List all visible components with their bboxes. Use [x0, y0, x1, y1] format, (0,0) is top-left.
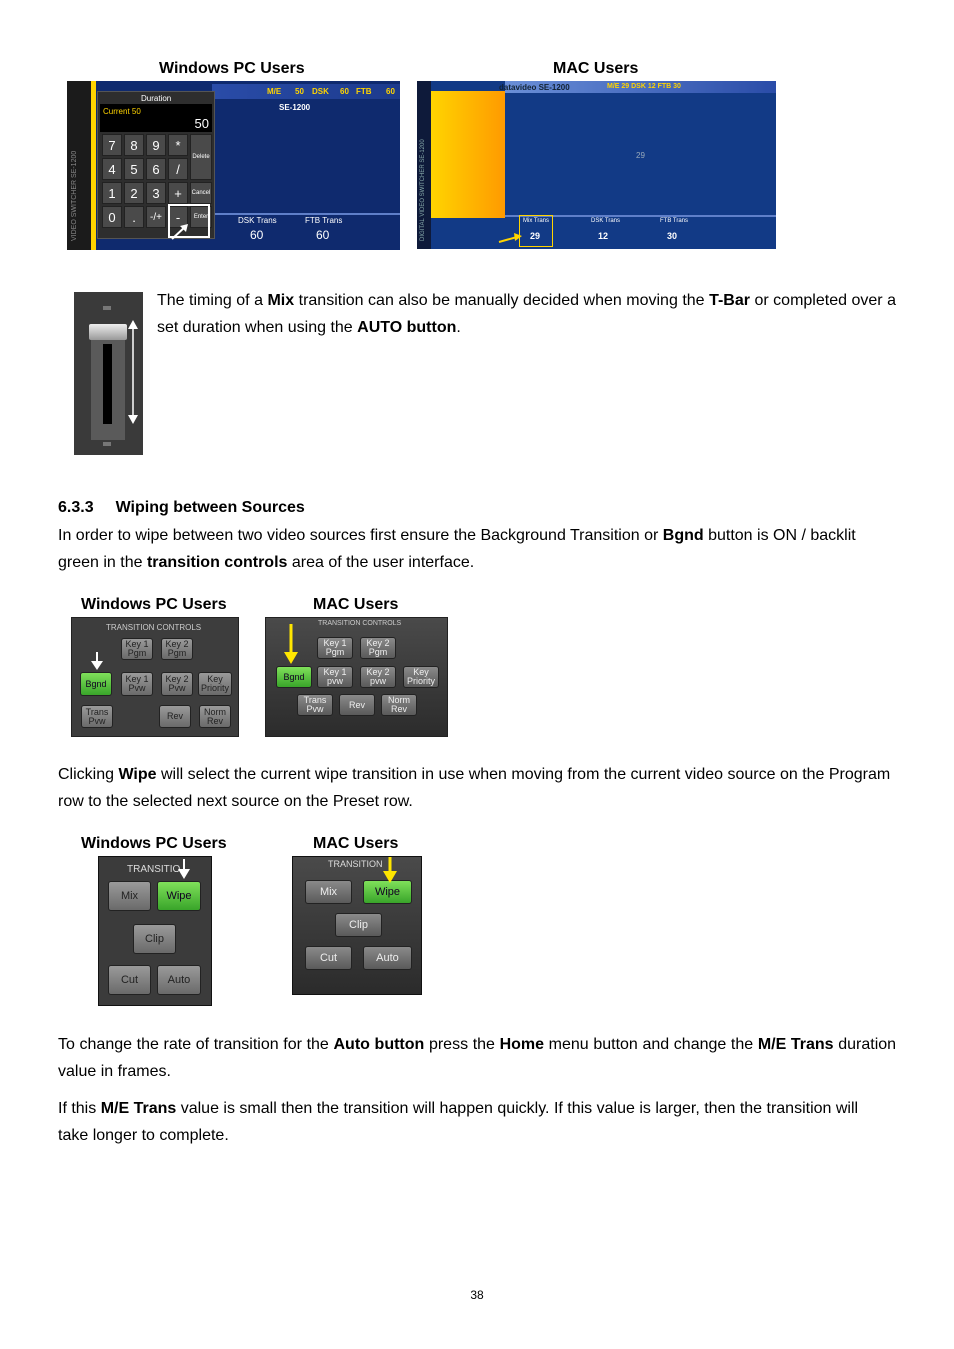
side-text: VIDEO SWITCHER SE-1200: [71, 150, 78, 241]
t-bar-image: [74, 292, 143, 455]
ftb-label: FTB: [356, 87, 372, 96]
me-label: M/E: [267, 87, 282, 96]
key2-pgm-button[interactable]: Key 2 Pgm: [161, 638, 193, 660]
duration-display: [100, 104, 212, 132]
ftb-trans-label: FTB Trans: [305, 216, 343, 225]
down-arrow-icon: [90, 652, 104, 670]
key-sign[interactable]: -/+: [146, 206, 166, 228]
cut-button[interactable]: Cut: [108, 965, 151, 995]
side-text: DIGITAL VIDEO SWITCHER SE-1200: [420, 139, 426, 241]
key-6[interactable]: 6: [146, 158, 166, 180]
t-bar-slot: [103, 344, 112, 424]
mix-trans-value: 29: [530, 231, 541, 241]
norm-rev-button[interactable]: Norm Rev: [199, 705, 231, 728]
yellow-stripe: [91, 81, 96, 250]
windows-duration-screenshot: [67, 81, 400, 250]
mac-users-label: MAC Users: [313, 596, 399, 613]
section-number: 6.3.3: [58, 499, 94, 516]
dsk-value: 60: [340, 87, 349, 96]
key1-pvw-button[interactable]: Key 1 Pvw: [121, 672, 153, 696]
down-arrow-icon: [177, 859, 191, 879]
dsk-trans-value: 60: [250, 228, 264, 242]
section-title: Wiping between Sources: [115, 499, 305, 516]
key1-pgm-button[interactable]: Key 1 Pgm: [121, 638, 153, 660]
key-5[interactable]: 5: [124, 158, 144, 180]
key1-pgm-button[interactable]: Key 1 Pgm: [317, 637, 353, 659]
mac-duration-screenshot: [417, 81, 776, 249]
dsk-trans-label: DSK Trans: [238, 216, 277, 225]
trans-pvw-button[interactable]: Trans Pvw: [81, 705, 113, 728]
double-arrow-icon: [127, 320, 139, 424]
key2-pvw-button[interactable]: Key 2 pvw: [360, 666, 396, 688]
key2-pgm-button[interactable]: Key 2 Pgm: [360, 637, 396, 659]
top-status-text: M/E 29 DSK 12 FTB 30: [607, 83, 681, 90]
bgnd-button[interactable]: Bgnd: [80, 672, 112, 696]
cut-button[interactable]: Cut: [305, 946, 352, 970]
mac-users-label: MAC Users: [553, 60, 639, 77]
pointer-arrow-icon: [170, 223, 190, 241]
wipe-button[interactable]: Wipe: [157, 881, 201, 911]
dsk-label: DSK: [312, 87, 329, 96]
key-dot[interactable]: .: [124, 206, 144, 228]
key-7[interactable]: 7: [102, 134, 122, 156]
center-value: 29: [636, 151, 645, 160]
wipe-button[interactable]: Wipe: [363, 880, 412, 904]
key-plus[interactable]: +: [168, 182, 188, 204]
windows-pc-users-label: Windows PC Users: [159, 60, 305, 77]
entered-value: 50: [194, 116, 209, 131]
cancel-key[interactable]: Cancel: [190, 182, 212, 204]
model-label: SE-1200: [279, 103, 311, 112]
panel-title: TRANSITION: [328, 859, 383, 869]
key-0[interactable]: 0: [102, 206, 122, 228]
t-bar-paragraph: The timing of a Mix transition can also be manually decided when moving the T-Bar or completed over a set duration when using the AUTO button.: [157, 292, 897, 336]
key-divide[interactable]: /: [168, 158, 188, 180]
brand-label: datavideo SE-1200: [499, 83, 570, 92]
enter-key[interactable]: Enter: [190, 206, 212, 228]
duration-title: Duration: [141, 94, 172, 103]
me-value: 50: [295, 87, 304, 96]
trans-pvw-button[interactable]: Trans Pvw: [297, 694, 333, 716]
dsk-trans-value: 12: [598, 231, 609, 241]
dsk-trans-label: DSK Trans: [591, 218, 621, 224]
bgnd-button[interactable]: Bgnd: [276, 666, 312, 688]
highlight-box: [519, 215, 553, 247]
panel-title: TRANSITION CONTROLS: [106, 623, 202, 632]
key-9[interactable]: 9: [146, 134, 166, 156]
final-paragraph: If this M/E Trans value is small then the transition will happen quickly. If this value is larger, then the transition will take longer to complete.: [58, 1100, 859, 1144]
auto-button[interactable]: Auto: [363, 946, 412, 970]
mix-button[interactable]: Mix: [108, 881, 151, 911]
down-arrow-icon: [284, 624, 298, 664]
key1-pvw-button[interactable]: Key 1 pvw: [317, 666, 353, 688]
mix-trans-label: Mix Trans: [523, 218, 550, 224]
ftb-trans-label: FTB Trans: [660, 218, 689, 224]
current-value-label: Current 50: [103, 107, 141, 116]
key-multiply[interactable]: *: [168, 134, 188, 156]
page-number: 38: [470, 1288, 484, 1302]
norm-rev-button[interactable]: Norm Rev: [381, 694, 417, 716]
ftb-trans-value: 30: [667, 231, 678, 241]
mac-users-label: MAC Users: [313, 835, 399, 852]
key-priority-button[interactable]: Key Priority: [198, 672, 232, 696]
clip-button[interactable]: Clip: [133, 924, 176, 954]
windows-pc-users-label: Windows PC Users: [81, 596, 227, 613]
key-3[interactable]: 3: [146, 182, 166, 204]
clip-button[interactable]: Clip: [335, 913, 382, 937]
section-heading: [58, 499, 305, 517]
panel-title: TRANSITION CONTROLS: [318, 620, 402, 627]
key-8[interactable]: 8: [124, 134, 144, 156]
t-bar-handle[interactable]: [89, 324, 127, 340]
windows-transition-panel: [98, 856, 212, 1006]
key-minus[interactable]: -: [168, 206, 188, 228]
key-1[interactable]: 1: [102, 182, 122, 204]
key-2[interactable]: 2: [124, 182, 144, 204]
windows-pc-users-label: Windows PC Users: [81, 835, 227, 852]
pointer-arrow-icon: [497, 231, 523, 245]
key-4[interactable]: 4: [102, 158, 122, 180]
mac-transition-controls: [265, 617, 448, 737]
windows-transition-controls: [71, 617, 239, 737]
mac-transition-panel: [292, 856, 422, 995]
panel-title: TRANSITIO: [127, 864, 181, 875]
top-status-bar: [212, 84, 400, 99]
down-arrow-icon: [383, 857, 397, 883]
rev-button[interactable]: Rev: [339, 694, 375, 716]
auto-button[interactable]: Auto: [157, 965, 201, 995]
mix-button[interactable]: Mix: [305, 880, 352, 904]
ftb-trans-value: 60: [316, 228, 330, 242]
delete-key[interactable]: Delete: [190, 134, 212, 180]
key2-pvw-button[interactable]: Key 2 Pvw: [161, 672, 193, 696]
auto-paragraph: To change the rate of transition for the Auto button press the Home menu button and change the M/E Trans duration value in frames.: [58, 1036, 897, 1080]
wipe-paragraph: Clicking Wipe will select the current wipe transition in use when moving from the current video source on the Program row to the selected next source on the Preset row.: [58, 766, 891, 810]
intro-paragraph: In order to wipe between two video sources first ensure the Background Transition or Bgnd button is ON / backlit green in the transition controls area of the user interface.: [58, 527, 856, 571]
t-bar-bottom-marker: [103, 442, 111, 446]
t-bar-top-marker: [103, 306, 111, 310]
rev-button[interactable]: Rev: [159, 705, 191, 728]
key-priority-button[interactable]: Key Priority: [403, 666, 439, 688]
ftb-value: 60: [386, 87, 395, 96]
yellow-panel: [431, 91, 505, 218]
